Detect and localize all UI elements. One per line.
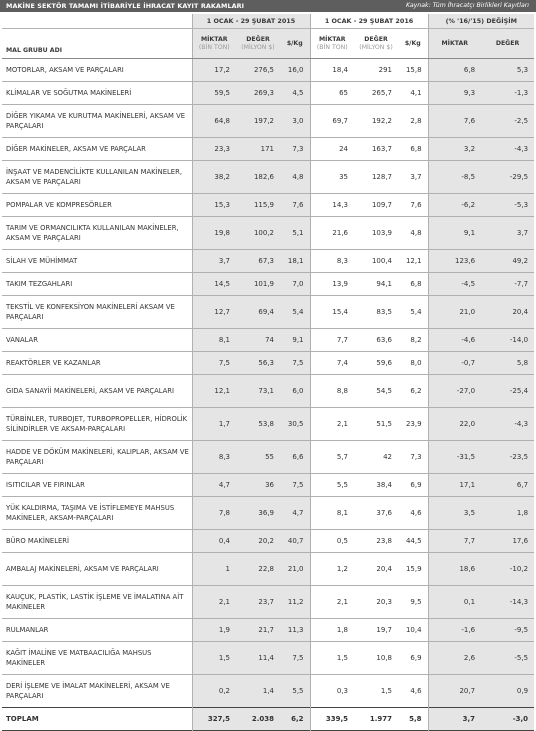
header-deger-unit: (MİLYON $): [241, 43, 275, 51]
cell-perkg-2015: 4,5: [280, 82, 310, 105]
cell-change-deger: -5,5: [481, 642, 534, 675]
cell-deger-2016: 23,8: [376, 537, 393, 545]
header-miktar-2016: [310, 29, 354, 59]
table-body: [2, 59, 534, 731]
cell-perkg-2015: 3,0: [280, 105, 310, 138]
table-row: [2, 530, 534, 553]
cell-perkg-2016: 12,1: [405, 257, 422, 265]
cell-deger-2015: 11,4: [236, 642, 280, 675]
cell-deger-2015: 67,3: [236, 250, 280, 273]
cell-deger-2016: 20,3: [376, 598, 393, 606]
cell-deger-2015: 101,9: [236, 273, 280, 296]
header-deger-label: DEĞER: [364, 35, 388, 43]
cell-perkg-2016: 8,2: [410, 336, 422, 344]
cell-deger-2016: 103,9: [371, 229, 393, 237]
cell-deger-2016: 51,5: [376, 420, 393, 428]
mal-grubu-name: KAUÇUK, PLASTİK, LASTİK İŞLEME VE İMALATINA AİT MAKİNELER: [6, 592, 184, 611]
cell-perkg-2016: 4,6: [410, 687, 422, 695]
cell-change-miktar: 2,6: [428, 642, 481, 675]
cell-deger-2016: 37,6: [376, 509, 393, 517]
cell-change-miktar: 21,0: [428, 296, 481, 329]
cell-deger-2016: 59,6: [376, 359, 393, 367]
cell-deger-2016: 291: [378, 66, 393, 74]
cell-perkg-2015: 7,5: [280, 352, 310, 375]
table-row: [2, 619, 534, 642]
table-row: [2, 642, 534, 675]
table-row: [2, 329, 534, 352]
cell-change-deger: -14,3: [481, 586, 534, 619]
header-miktar-label: MİKTAR: [318, 35, 346, 43]
cell-change-miktar: 20,7: [428, 675, 481, 708]
mal-grubu-name: TÜRBİNLER, TURBOJET, TURBOPROPELLER, HİDROLİK SİLİNDİRLER VE AKSAM-PARÇALARI: [6, 414, 188, 433]
cell-miktar-2015: 23,3: [192, 138, 236, 161]
cell-change-miktar: 22,0: [428, 408, 481, 441]
header-miktar-unit: (BİN TON): [198, 43, 230, 51]
cell-perkg-2016: 6,8: [410, 145, 422, 153]
header-mal-grubu: MAL GRUBU ADI: [2, 29, 192, 59]
cell-miktar-2015: 17,2: [192, 59, 236, 82]
cell-perkg-2016: 6,2: [410, 387, 422, 395]
cell-perkg-2015: 16,0: [280, 59, 310, 82]
mal-grubu-name: İNŞAAT VE MADENCİLİKTE KULLANILAN MAKİNELER, AKSAM VE PARÇALARI: [6, 167, 182, 186]
cell-perkg-2016: 44,5: [405, 537, 422, 545]
table-title: MAKİNE SEKTÖR TAMAMI İTİBARİYLE İHRACAT KAYIT RAKAMLARI: [6, 2, 245, 10]
mal-grubu-name: AMBALAJ MAKİNELERİ, AKSAM VE PARÇALARI: [6, 564, 159, 573]
cell-perkg-2016: 6,9: [410, 654, 422, 662]
cell-change-deger: 49,2: [481, 250, 534, 273]
cell-change-deger: 6,7: [481, 474, 534, 497]
table-row: [2, 161, 534, 194]
cell-miktar-2016: 18,4: [310, 59, 354, 82]
cell-perkg-2016: 4,8: [410, 229, 422, 237]
cell-deger-2016: 19,7: [376, 626, 393, 634]
table-row: [2, 138, 534, 161]
cell-perkg-2015: 5,4: [280, 296, 310, 329]
cell-miktar-2016: 2,1: [310, 586, 354, 619]
cell-perkg-2015: 11,2: [280, 586, 310, 619]
table-row: [2, 375, 534, 408]
cell-deger-2015: 182,6: [236, 161, 280, 194]
cell-perkg-2016: 6,9: [410, 481, 422, 489]
mal-grubu-name: SİLAH VE MÜHİMMAT: [6, 256, 78, 265]
mal-grubu-name: KLİMALAR VE SOĞUTMA MAKİNELERİ: [6, 88, 132, 97]
cell-miktar-2016: 35: [310, 161, 354, 194]
table-row: [2, 352, 534, 375]
cell-deger-2016: 100,4: [371, 257, 393, 265]
cell-miktar-2016: 339,5: [310, 708, 354, 731]
header-deger-2016: [354, 29, 398, 59]
cell-miktar-2015: 1: [192, 553, 236, 586]
cell-miktar-2016: 15,4: [310, 296, 354, 329]
cell-change-deger: -2,5: [481, 105, 534, 138]
header-deger-2015: [236, 29, 280, 59]
header-change-deger: DEĞER: [481, 29, 534, 59]
cell-deger-2016: 10,8: [376, 654, 393, 662]
cell-change-deger: 5,8: [481, 352, 534, 375]
mal-grubu-name: DİĞER YIKAMA VE KURUTMA MAKİNELERİ, AKSAM VE PARÇALARI: [6, 111, 186, 130]
cell-perkg-2015: 5,1: [280, 217, 310, 250]
cell-deger-2015: 21,7: [236, 619, 280, 642]
cell-change-miktar: -27,0: [428, 375, 481, 408]
cell-change-miktar: -4,5: [428, 273, 481, 296]
mal-grubu-name: DİĞER MAKİNELER, AKSAM VE PARÇALAR: [6, 144, 146, 153]
cell-miktar-2015: 327,5: [192, 708, 236, 731]
header-period-2016: 1 OCAK - 29 ŞUBAT 2016: [310, 14, 428, 29]
table-row: [2, 408, 534, 441]
cell-deger-2015: 197,2: [236, 105, 280, 138]
cell-perkg-2015: 6,0: [280, 375, 310, 408]
table-row: [2, 441, 534, 474]
mal-grubu-name: DERİ İŞLEME VE İMALAT MAKİNELERİ, AKSAM VE PARÇALARI: [6, 681, 170, 700]
cell-change-deger: 3,7: [481, 217, 534, 250]
cell-perkg-2015: 40,7: [280, 530, 310, 553]
cell-change-deger: -10,2: [481, 553, 534, 586]
cell-perkg-2015: 4,8: [280, 161, 310, 194]
cell-miktar-2016: 8,1: [310, 497, 354, 530]
cell-miktar-2016: 8,3: [310, 250, 354, 273]
cell-miktar-2016: 65: [310, 82, 354, 105]
cell-change-miktar: 123,6: [428, 250, 481, 273]
cell-deger-2015: 74: [236, 329, 280, 352]
mal-grubu-name: MOTORLAR, AKSAM VE PARÇALARI: [6, 65, 124, 74]
cell-change-miktar: 18,6: [428, 553, 481, 586]
cell-change-deger: 17,6: [481, 530, 534, 553]
cell-change-deger: -23,5: [481, 441, 534, 474]
cell-perkg-2015: 11,3: [280, 619, 310, 642]
cell-deger-2015: 56,3: [236, 352, 280, 375]
cell-deger-2016: 128,7: [371, 173, 393, 181]
cell-miktar-2016: 8,8: [310, 375, 354, 408]
cell-deger-2016: 163,7: [371, 145, 393, 153]
cell-perkg-2016: 6,8: [410, 280, 422, 288]
cell-miktar-2016: 14,3: [310, 194, 354, 217]
cell-change-miktar: 7,6: [428, 105, 481, 138]
cell-change-miktar: 9,1: [428, 217, 481, 250]
cell-perkg-2015: 6,6: [280, 441, 310, 474]
cell-perkg-2016: 5,8: [398, 708, 428, 731]
cell-perkg-2016: 2,8: [410, 117, 422, 125]
table-row: [2, 105, 534, 138]
cell-miktar-2016: 5,5: [310, 474, 354, 497]
cell-deger-2015: 55: [236, 441, 280, 474]
cell-change-deger: 20,4: [481, 296, 534, 329]
table-row: [2, 675, 534, 708]
mal-grubu-name: POMPALAR VE KOMPRESÖRLER: [6, 200, 112, 209]
cell-perkg-2016: 15,9: [405, 565, 422, 573]
cell-miktar-2015: 8,3: [192, 441, 236, 474]
cell-deger-2016: 54,5: [376, 387, 393, 395]
cell-perkg-2016: 15,8: [405, 66, 422, 74]
cell-perkg-2016: 3,7: [410, 173, 422, 181]
cell-miktar-2015: 64,8: [192, 105, 236, 138]
cell-change-deger: 1,8: [481, 497, 534, 530]
cell-miktar-2015: 38,2: [192, 161, 236, 194]
mal-grubu-name: TARIM VE ORMANCILIKTA KULLANILAN MAKİNELER, AKSAM VE PARÇALARI: [6, 223, 179, 242]
cell-change-miktar: 3,2: [428, 138, 481, 161]
cell-miktar-2016: 13,9: [310, 273, 354, 296]
cell-miktar-2015: 2,1: [192, 586, 236, 619]
cell-change-miktar: 17,1: [428, 474, 481, 497]
cell-miktar-2016: 5,7: [310, 441, 354, 474]
table-row: [2, 474, 534, 497]
header-row-columns: [2, 29, 534, 59]
cell-change-miktar: 0,1: [428, 586, 481, 619]
mal-grubu-name: BÜRO MAKİNELERİ: [6, 536, 70, 545]
mal-grubu-name: TEKSTİL VE KONFEKSİYON MAKİNELERİ AKSAM VE PARÇALARI: [6, 302, 175, 321]
header-deger-unit: (MİLYON $): [359, 43, 393, 51]
cell-miktar-2015: 8,1: [192, 329, 236, 352]
cell-miktar-2015: 1,5: [192, 642, 236, 675]
table-row: [2, 586, 534, 619]
header-perkg-2016: $/Kg: [398, 29, 428, 59]
header-period-2015: 1 OCAK - 29 ŞUBAT 2015: [192, 14, 310, 29]
cell-change-miktar: 6,8: [428, 59, 481, 82]
cell-perkg-2015: 4,7: [280, 497, 310, 530]
cell-deger-2016: 265,7: [371, 89, 393, 97]
cell-change-miktar: -8,5: [428, 161, 481, 194]
cell-deger-2015: 2.038: [236, 708, 280, 731]
cell-change-miktar: -6,2: [428, 194, 481, 217]
table-row: [2, 194, 534, 217]
mal-grubu-name: VANALAR: [6, 335, 38, 344]
cell-perkg-2015: 7,6: [280, 194, 310, 217]
cell-change-miktar: -1,6: [428, 619, 481, 642]
cell-change-deger: -4,3: [481, 138, 534, 161]
cell-miktar-2015: 14,5: [192, 273, 236, 296]
mal-grubu-name: KAĞIT İMALİNE VE MATBAACILIĞA MAHSUS MAKİNELER: [6, 648, 152, 667]
source-note: Kaynak: Tüm İhracatçı Birlikleri Kayıtları: [406, 2, 529, 9]
cell-deger-2015: 100,2: [236, 217, 280, 250]
cell-deger-2016: 83,5: [376, 308, 393, 316]
table-row: [2, 497, 534, 530]
cell-miktar-2015: 3,7: [192, 250, 236, 273]
header-perkg-2015: $/Kg: [280, 29, 310, 59]
cell-miktar-2016: 0,3: [310, 675, 354, 708]
cell-deger-2015: 69,4: [236, 296, 280, 329]
cell-miktar-2015: 19,8: [192, 217, 236, 250]
cell-change-deger: -1,3: [481, 82, 534, 105]
cell-change-deger: 0,9: [481, 675, 534, 708]
cell-miktar-2015: 15,3: [192, 194, 236, 217]
cell-miktar-2016: 1,2: [310, 553, 354, 586]
cell-change-miktar: 9,3: [428, 82, 481, 105]
cell-deger-2016: 94,1: [376, 280, 393, 288]
mal-grubu-name: YÜK KALDIRMA, TAŞIMA VE İSTİFLEMEYE MAHSUS MAKİNELER, AKSAM-PARÇALARI: [6, 503, 175, 522]
table-row: [2, 82, 534, 105]
cell-perkg-2016: 5,4: [410, 308, 422, 316]
cell-change-deger: -3,0: [481, 708, 534, 731]
cell-miktar-2016: 7,4: [310, 352, 354, 375]
mal-grubu-name: REAKTÖRLER VE KAZANLAR: [6, 358, 101, 367]
header-change: (% '16/'15) DEĞİŞİM: [428, 14, 534, 29]
cell-deger-2015: 53,8: [236, 408, 280, 441]
cell-perkg-2015: 30,5: [280, 408, 310, 441]
cell-deger-2016: 1,5: [380, 687, 393, 695]
cell-deger-2015: 23,7: [236, 586, 280, 619]
cell-perkg-2015: 5,5: [280, 675, 310, 708]
cell-deger-2015: 36,9: [236, 497, 280, 530]
cell-deger-2015: 115,9: [236, 194, 280, 217]
header-change-miktar: MİKTAR: [428, 29, 481, 59]
cell-deger-2016: 109,7: [371, 201, 393, 209]
cell-change-deger: -25,4: [481, 375, 534, 408]
cell-perkg-2016: 8,0: [410, 359, 422, 367]
cell-miktar-2015: 1,9: [192, 619, 236, 642]
cell-change-miktar: -4,6: [428, 329, 481, 352]
cell-perkg-2016: 10,4: [405, 626, 422, 634]
export-table: [2, 14, 534, 731]
cell-change-miktar: -0,7: [428, 352, 481, 375]
cell-miktar-2016: 21,6: [310, 217, 354, 250]
cell-miktar-2015: 12,1: [192, 375, 236, 408]
cell-miktar-2016: 1,8: [310, 619, 354, 642]
cell-perkg-2015: 9,1: [280, 329, 310, 352]
table-row: [2, 273, 534, 296]
cell-miktar-2015: 4,7: [192, 474, 236, 497]
cell-perkg-2016: 7,3: [410, 453, 422, 461]
cell-deger-2015: 1,4: [236, 675, 280, 708]
cell-miktar-2015: 0,4: [192, 530, 236, 553]
cell-perkg-2015: 7,5: [280, 474, 310, 497]
header-row-periods: [2, 14, 534, 29]
mal-grubu-name: TAKIM TEZGAHLARI: [6, 279, 73, 288]
cell-perkg-2015: 21,0: [280, 553, 310, 586]
header-miktar-2015: [192, 29, 236, 59]
cell-deger-2016: 38,4: [376, 481, 393, 489]
cell-perkg-2016: 7,6: [410, 201, 422, 209]
cell-deger-2015: 276,5: [236, 59, 280, 82]
cell-miktar-2016: 24: [310, 138, 354, 161]
cell-deger-2016: 192,2: [371, 117, 393, 125]
cell-miktar-2015: 7,8: [192, 497, 236, 530]
cell-deger-2016: 63,6: [376, 336, 393, 344]
mal-grubu-name: HADDE VE DÖKÜM MAKİNELERİ, KALIPLAR, AKSAM VE PARÇALARI: [6, 447, 189, 466]
table-row: [2, 217, 534, 250]
cell-change-deger: -7,7: [481, 273, 534, 296]
cell-miktar-2016: 2,1: [310, 408, 354, 441]
cell-miktar-2016: 1,5: [310, 642, 354, 675]
cell-change-deger: -4,3: [481, 408, 534, 441]
cell-perkg-2015: 6,2: [280, 708, 310, 731]
cell-perkg-2016: 9,5: [410, 598, 422, 606]
table-row: [2, 296, 534, 329]
cell-change-miktar: 7,7: [428, 530, 481, 553]
cell-deger-2015: 73,1: [236, 375, 280, 408]
header-miktar-unit: (BİN TON): [316, 43, 348, 51]
table-row: [2, 59, 534, 82]
cell-deger-2015: 171: [236, 138, 280, 161]
cell-change-deger: -14,0: [481, 329, 534, 352]
mal-grubu-name: RULMANLAR: [6, 625, 49, 634]
total-label: TOPLAM: [2, 708, 192, 731]
cell-miktar-2015: 7,5: [192, 352, 236, 375]
header-miktar-label: MİKTAR: [200, 35, 228, 43]
cell-deger-2016: 20,4: [376, 565, 393, 573]
cell-change-miktar: 3,7: [428, 708, 481, 731]
cell-change-deger: -9,5: [481, 619, 534, 642]
cell-perkg-2016: 4,1: [410, 89, 422, 97]
cell-miktar-2016: 69,7: [310, 105, 354, 138]
cell-change-miktar: -31,5: [428, 441, 481, 474]
cell-deger-2015: 22,8: [236, 553, 280, 586]
cell-perkg-2015: 7,3: [280, 138, 310, 161]
cell-miktar-2015: 12,7: [192, 296, 236, 329]
cell-deger-2015: 20,2: [236, 530, 280, 553]
cell-change-deger: -5,3: [481, 194, 534, 217]
cell-change-deger: -29,5: [481, 161, 534, 194]
cell-miktar-2016: 0,5: [310, 530, 354, 553]
header-blank: [2, 14, 192, 29]
cell-perkg-2016: 4,6: [410, 509, 422, 517]
cell-perkg-2016: 23,9: [405, 420, 422, 428]
mal-grubu-name: GIDA SANAYİİ MAKİNELERİ, AKSAM VE PARÇALARI: [6, 386, 175, 395]
cell-deger-2016: 1.977: [354, 708, 398, 731]
mal-grubu-name: ISITICILAR VE FIRINLAR: [6, 480, 85, 489]
header-deger-label: DEĞER: [246, 35, 270, 43]
cell-deger-2016: 42: [383, 453, 393, 461]
total-row: [2, 708, 534, 731]
cell-perkg-2015: 7,0: [280, 273, 310, 296]
cell-change-miktar: 3,5: [428, 497, 481, 530]
cell-miktar-2016: 7,7: [310, 329, 354, 352]
cell-miktar-2015: 0,2: [192, 675, 236, 708]
cell-perkg-2015: 18,1: [280, 250, 310, 273]
table-row: [2, 250, 534, 273]
cell-miktar-2015: 1,7: [192, 408, 236, 441]
cell-deger-2015: 36: [236, 474, 280, 497]
cell-perkg-2015: 7,5: [280, 642, 310, 675]
cell-deger-2015: 269,3: [236, 82, 280, 105]
cell-change-deger: 5,3: [481, 59, 534, 82]
cell-miktar-2015: 59,5: [192, 82, 236, 105]
table-row: [2, 553, 534, 586]
